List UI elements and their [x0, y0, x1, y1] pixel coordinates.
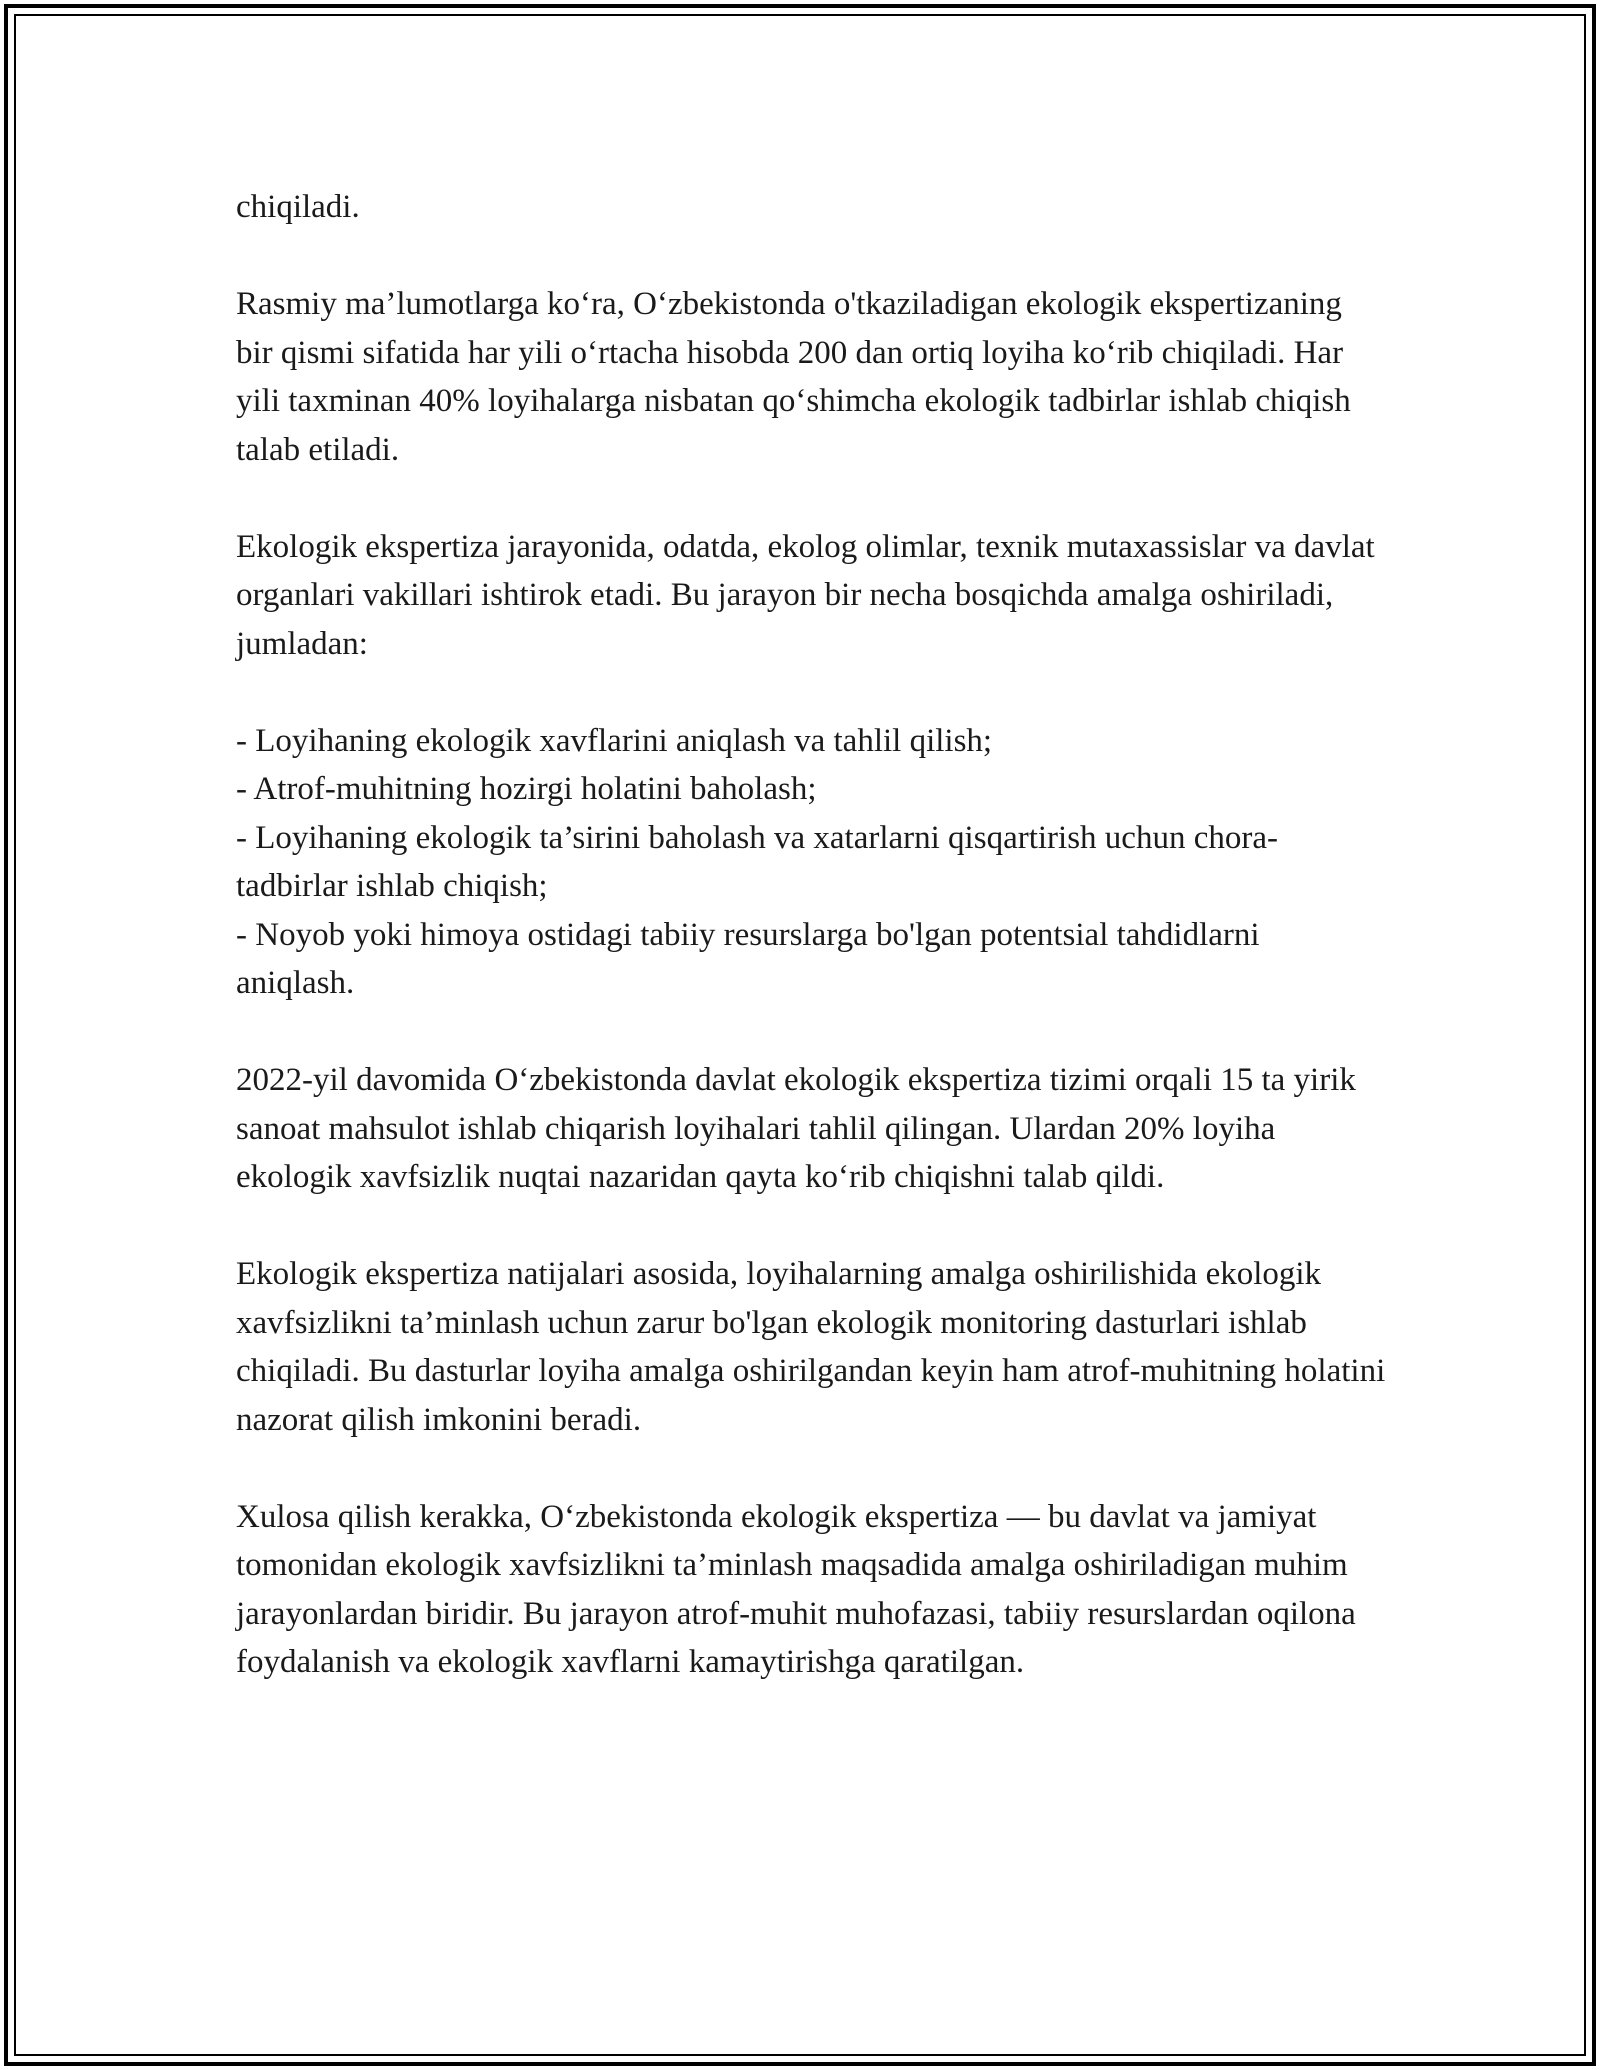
stages-list [236, 717, 1386, 1008]
paragraph-expertise-process: Ekologik ekspertiza jarayonida, odatda, ekolog olimlar, texnik mutaxassislar va davlat organlari vakillari ishtirok etadi. Bu jarayon bir necha bosqichda amalga oshiriladi, jumladan: [236, 528, 1375, 662]
list-item: - Noyob yoki himoya ostidagi tabiiy resurslarga bo'lgan potentsial tahdidlarni aniqlash. [236, 916, 1260, 1001]
paragraph-conclusion: Xulosa qilish kerakka, O‘zbekistonda ekologik ekspertiza — bu davlat va jamiyat tomonidan ekologik xavfsizlikni ta’minlash maqsadida amalga oshiriladigan muhim jarayonlardan biridir. Bu jarayon atrof-muhit muhofazasi, tabiiy resurslardan oqilona foydalanish va ekologik xavflarni kamaytirishga qaratilgan. [236, 1498, 1356, 1680]
paragraph-2022-statistics: 2022-yil davomida O‘zbekistonda davlat ekologik ekspertiza tizimi orqali 15 ta yirik sanoat mahsulot ishlab chiqarish loyihalari tahlil qilingan. Ulardan 20% loyiha ekologik xavfsizlik nuqtai nazaridan qayta ko‘rib chiqishni talab qildi. [236, 1062, 1356, 1195]
paragraph-official-data: Rasmiy ma’lumotlarga ko‘ra, O‘zbekistonda o'tkaziladigan ekologik ekspertizaning bir qismi sifatida har yili o‘rtacha hisobda 200 dan ortiq loyiha ko‘rib chiqiladi. Har yili taxminan 40% loyihalarga nisbatan qo‘shimcha ekologik tadbirlar ishlab chiqish talab etiladi. [236, 286, 1351, 468]
list-item: - Atrof-muhitning hozirgi holatini baholash; [236, 771, 817, 807]
paragraph-monitoring-programs: Ekologik ekspertiza natijalari asosida, loyihalarning amalga oshirilishida ekologik xavfsizlikni ta’minlash uchun zarur bo'lgan ekologik monitoring dasturlari ishlab chiqiladi. Bu dasturlar loyiha amalga oshirilgandan keyin ham atrof-muhitning holatini nazorat qilish imkonini beradi. [236, 1256, 1386, 1438]
paragraph-continuation: chiqiladi. [236, 189, 360, 225]
list-item: - Loyihaning ekologik xavflarini aniqlash va tahlil qilish; [236, 722, 993, 759]
document-body [236, 183, 1386, 1735]
list-item: - Loyihaning ekologik ta’sirini baholash va xatarlarni qisqartirish uchun chora-tadbirlar ishlab chiqish; [236, 819, 1278, 904]
